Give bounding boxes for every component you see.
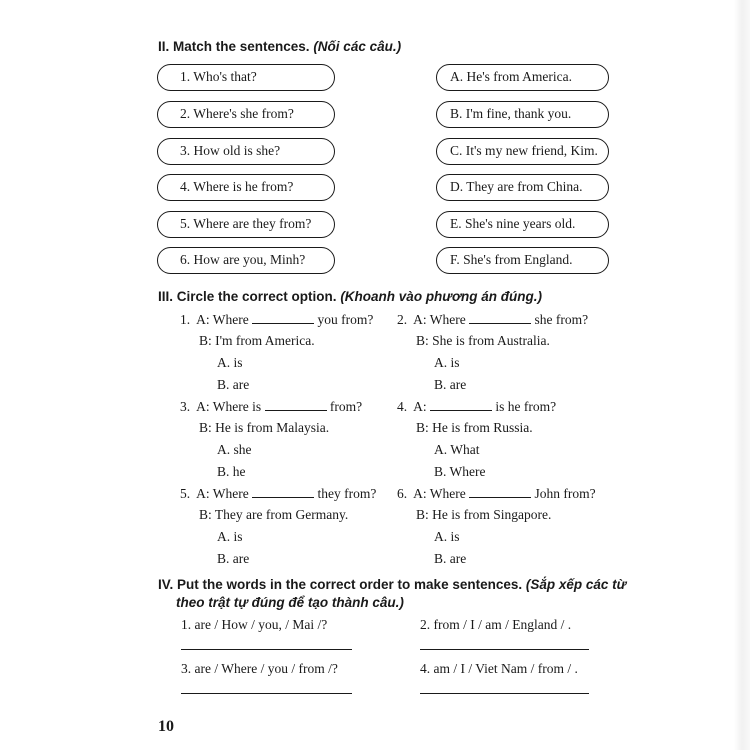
item-6-a-post: John from? <box>534 486 596 501</box>
item-6-blank[interactable] <box>469 485 531 498</box>
item-1-option-a[interactable]: A. is <box>217 355 243 370</box>
item-2-question <box>397 311 588 328</box>
item-4-a-pre: A: <box>413 399 427 414</box>
item-5-option-b[interactable]: B. are <box>217 551 250 566</box>
item-5-answer: B: They are from Germany. <box>199 507 349 522</box>
item-4-option-b[interactable]: B. Where <box>434 464 486 479</box>
match-question-4[interactable]: 4. Where is he from? <box>157 174 335 201</box>
reorder-item-3: 3. are / Where / you / from /? <box>181 661 338 676</box>
section-3-title-vn: (Khoanh vào phương án đúng.) <box>340 289 542 304</box>
item-1-blank[interactable] <box>252 311 314 324</box>
item-1-a-pre: A: Where <box>196 312 249 327</box>
page-number: 10 <box>158 718 174 735</box>
section-2-title: II. Match the sentences. <box>158 39 310 54</box>
section-3-title: III. Circle the correct option. <box>158 289 337 304</box>
item-5-a-pre: A: Where <box>196 486 249 501</box>
item-5-question <box>180 485 376 502</box>
match-answer-a[interactable]: A. He's from America. <box>436 64 609 91</box>
item-3-a-post: from? <box>329 399 363 414</box>
item-1-answer: B: I'm from America. <box>199 333 315 348</box>
reorder-item-4: 4. am / I / Viet Nam / from / . <box>420 661 578 676</box>
item-2-number: 2. <box>397 312 408 327</box>
reorder-answer-line-1[interactable] <box>181 649 352 650</box>
item-2-a-pre: A: Where <box>413 312 466 327</box>
item-1-a-post: you from? <box>317 312 374 327</box>
item-5-option-a[interactable]: A. is <box>217 529 243 544</box>
match-question-3[interactable]: 3. How old is she? <box>157 138 335 165</box>
item-3-answer: B: He is from Malaysia. <box>199 420 330 435</box>
match-answer-c[interactable]: C. It's my new friend, Kim. <box>436 138 609 165</box>
item-6-question <box>397 485 596 502</box>
item-2-blank[interactable] <box>469 311 531 324</box>
match-answer-d[interactable]: D. They are from China. <box>436 174 609 201</box>
item-6-option-b[interactable]: B. are <box>434 551 467 566</box>
section-4-title: IV. Put the words in the correct order to make sentences. <box>158 577 523 592</box>
item-5-blank[interactable] <box>252 485 314 498</box>
item-3-blank[interactable] <box>265 398 327 411</box>
item-6-number: 6. <box>397 486 408 501</box>
reorder-answer-line-3[interactable] <box>181 693 352 694</box>
match-question-1[interactable]: 1. Who's that? <box>157 64 335 91</box>
item-4-blank[interactable] <box>430 398 492 411</box>
section-3-heading <box>158 289 542 304</box>
item-1-option-b[interactable]: B. are <box>217 377 250 392</box>
item-2-option-a[interactable]: A. is <box>434 355 460 370</box>
item-1-question <box>180 311 373 328</box>
item-1-number: 1. <box>180 312 191 327</box>
item-4-number: 4. <box>397 399 408 414</box>
item-6-answer: B: He is from Singapore. <box>416 507 552 522</box>
item-6-a-pre: A: Where <box>413 486 466 501</box>
section-4-heading-line-2 <box>176 595 404 610</box>
section-2-heading <box>158 39 401 54</box>
section-4-heading <box>158 577 626 592</box>
reorder-answer-line-4[interactable] <box>420 693 589 694</box>
item-3-option-a[interactable]: A. she <box>217 442 252 457</box>
match-question-6[interactable]: 6. How are you, Minh? <box>157 247 335 274</box>
match-question-2[interactable]: 2. Where's she from? <box>157 101 335 128</box>
item-4-a-post: is he from? <box>495 399 557 414</box>
page-edge-shadow <box>616 0 750 750</box>
item-3-option-b[interactable]: B. he <box>217 464 246 479</box>
item-5-number: 5. <box>180 486 191 501</box>
item-2-option-b[interactable]: B. are <box>434 377 467 392</box>
item-2-a-post: she from? <box>534 312 589 327</box>
match-answer-f[interactable]: F. She's from England. <box>436 247 609 274</box>
item-4-option-a[interactable]: A. What <box>434 442 480 457</box>
match-question-5[interactable]: 5. Where are they from? <box>157 211 335 238</box>
reorder-answer-line-2[interactable] <box>420 649 589 650</box>
match-answer-b[interactable]: B. I'm fine, thank you. <box>436 101 609 128</box>
item-5-a-post: they from? <box>317 486 377 501</box>
item-4-answer: B: He is from Russia. <box>416 420 533 435</box>
reorder-item-2: 2. from / I / am / England / . <box>420 617 572 632</box>
section-4-title-vn: (Sắp xếp các từ <box>525 577 627 592</box>
item-3-question <box>180 398 362 415</box>
item-4-question <box>397 398 556 415</box>
item-6-option-a[interactable]: A. is <box>434 529 460 544</box>
item-3-number: 3. <box>180 399 191 414</box>
item-2-answer: B: She is from Australia. <box>416 333 550 348</box>
section-4-title-vn-cont: theo trật tự đúng để tạo thành câu.) <box>176 595 404 610</box>
section-2-title-vn: (Nối các câu.) <box>313 39 402 54</box>
item-3-a-pre: A: Where is <box>196 399 262 414</box>
reorder-item-1: 1. are / How / you, / Mai /? <box>181 617 328 632</box>
match-answer-e[interactable]: E. She's nine years old. <box>436 211 609 238</box>
